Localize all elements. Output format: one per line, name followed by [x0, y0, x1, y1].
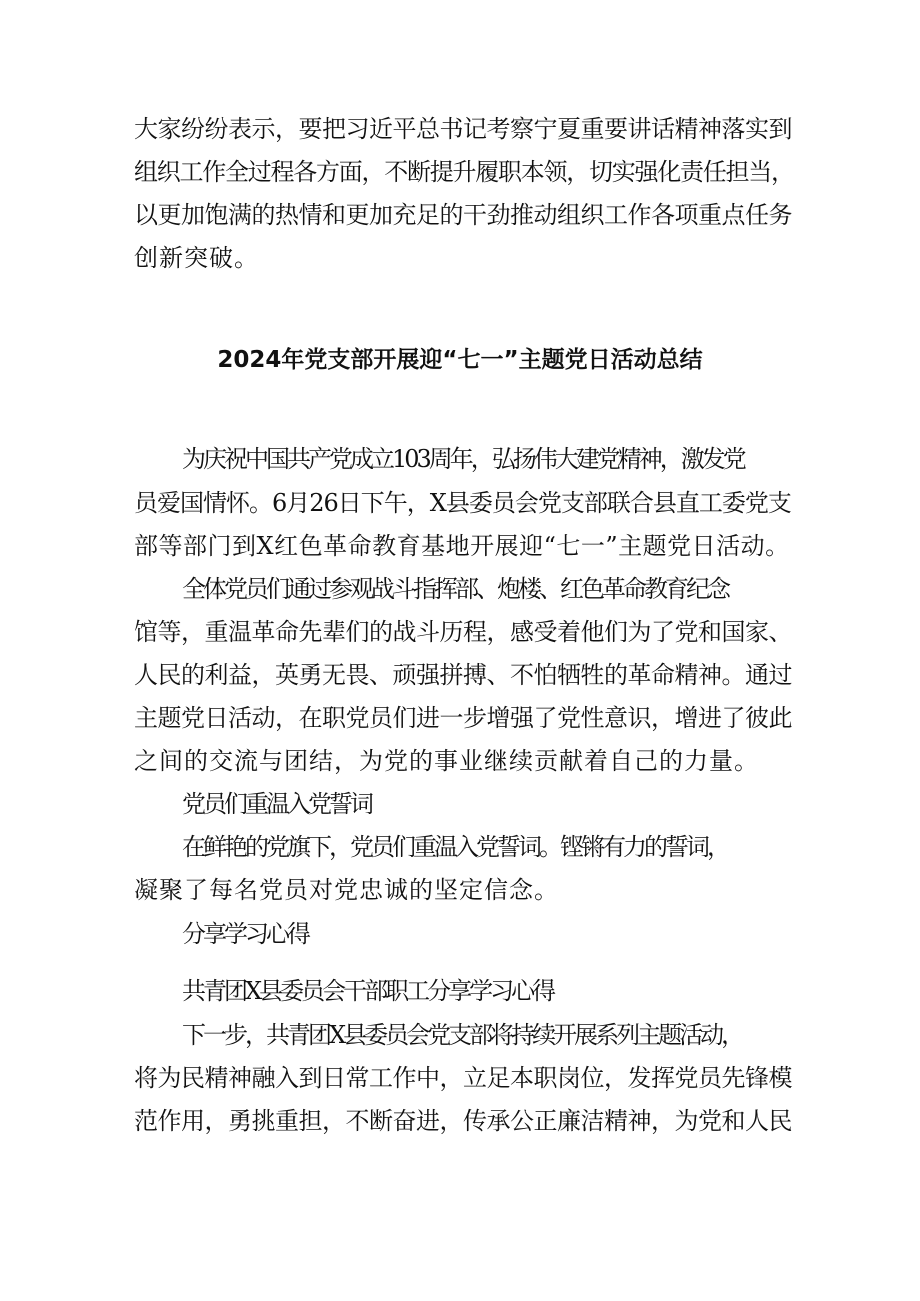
intro-line-2: 组织工作全过程各方面，不断提升履职本领，切实强化责任担当，: [134, 158, 794, 186]
document-title: 2024年党支部开展迎“七一”主题党日活动总结: [217, 347, 703, 373]
body-line-2: 员爱国情怀。6月26日下午，X县委员会党支部联合县直工委党支: [134, 489, 791, 517]
body-line-14: 下一步，共青团X县委员会党支部将持续开展系列主题活动，: [182, 1021, 743, 1049]
section-heading-youth-league: 共青团X县委员会干部职工分享学习心得: [182, 977, 554, 1005]
intro-line-4: 创新突破。: [134, 244, 259, 272]
body-line-7: 主题党日活动，在职党员们进一步增强了党性意识，增进了彼此: [134, 704, 792, 732]
body-line-10: 在鲜艳的党旗下，党员们重温入党誓词。铿锵有力的誓词，: [182, 833, 728, 861]
body-line-11: 凝聚了每名党员对党忠诚的坚定信念。: [134, 876, 559, 904]
body-line-5: 馆等，重温革命先辈们的战斗历程，感受着他们为了党和国家、: [134, 618, 792, 646]
body-line-15: 将为民精神融入到日常工作中，立足本职岗位，发挥党员先锋模: [134, 1064, 792, 1092]
intro-line-3: 以更加饱满的热情和更加充足的干劲推动组织工作各项重点任务: [134, 201, 792, 229]
body-line-4: 全体党员们通过参观战斗指挥部、炮楼、红色革命教育纪念: [182, 575, 728, 603]
body-line-6: 人民的利益，英勇无畏、顽强拼搏、不怕牺牲的革命精神。通过: [134, 661, 792, 689]
body-line-3: 部等部门到X红色革命教育基地开展迎“七一”主题党日活动。: [134, 532, 790, 560]
intro-line-1: 大家纷纷表示，要把习近平总书记考察宁夏重要讲话精神落实到: [134, 115, 792, 143]
body-line-16: 范作用，勇挑重担，不断奋进，传承公正廉洁精神，为党和人民: [134, 1107, 792, 1135]
section-heading-oath: 党员们重温入党誓词: [182, 790, 371, 818]
section-heading-sharing: 分享学习心得: [182, 920, 308, 948]
body-line-8: 之间的交流与团结，为党的事业继续贡献着自己的力量。: [134, 747, 759, 775]
body-line-1: 为庆祝中国共产党成立103周年，弘扬伟大建党精神，激发党: [182, 445, 744, 473]
